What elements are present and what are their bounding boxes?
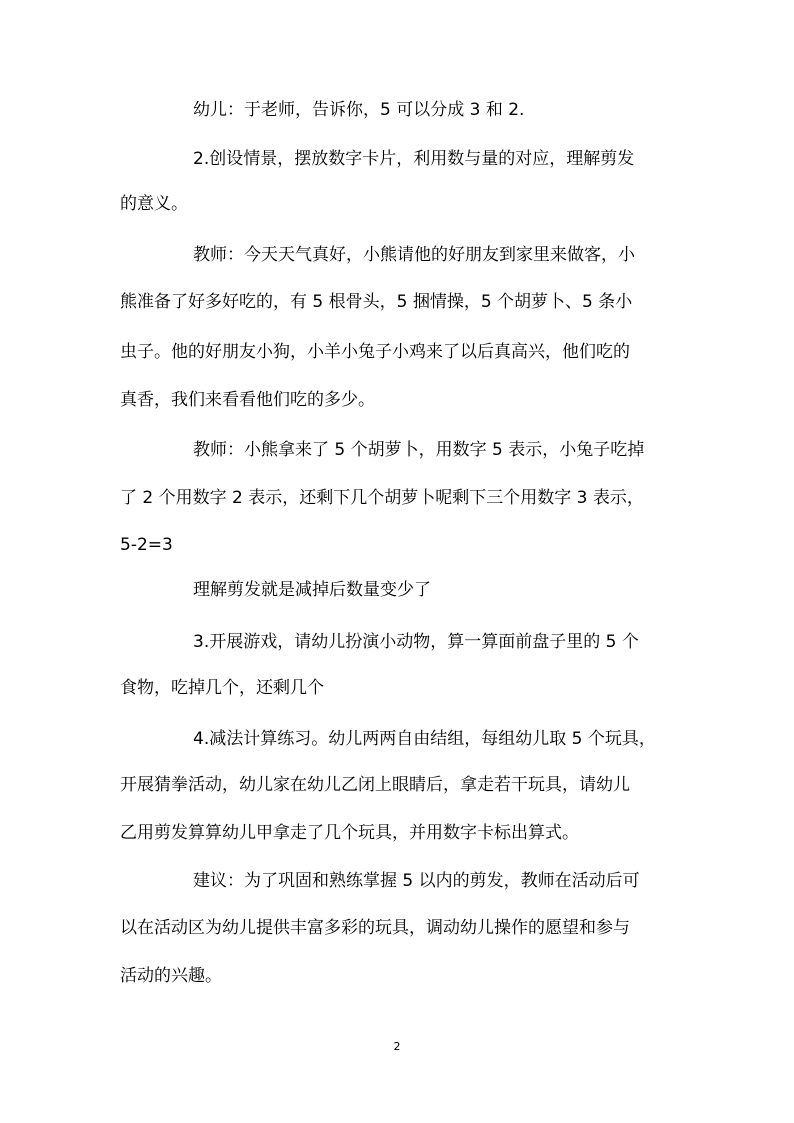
paragraph-line: 活动的兴趣。	[120, 966, 222, 986]
paragraph-line: 了 2 个用数字 2 表示，还剩下几个胡萝卜呢剩下三个用数字 3 表示，	[120, 488, 644, 508]
paragraph-line: 2.创设情景，摆放数字卡片，利用数与量的对应，理解剪发	[193, 149, 635, 169]
page-number: 2	[393, 1040, 401, 1053]
paragraph-line: 真香，我们来看看他们吃的多少。	[120, 390, 375, 410]
paragraph-line: 幼儿：于老师，告诉你，5 可以分成 3 和 2.	[193, 100, 525, 120]
paragraph-line: 开展猜拳活动，幼儿家在幼儿乙闭上眼睛后，拿走若干玩具，请幼儿	[120, 775, 630, 795]
paragraph-line: 虫子。他的好朋友小狗，小羊小兔子小鸡来了以后真高兴，他们吃的	[120, 342, 630, 362]
paragraph-line: 食物，吃掉几个，还剩几个	[120, 678, 324, 698]
paragraph-line: 的意义。	[120, 194, 188, 214]
paragraph-line: 乙用剪发算算幼儿甲拿走了几个玩具，并用数字卡标出算式。	[120, 823, 579, 843]
paragraph-line: 以在活动区为幼儿提供丰富多彩的玩具，调动幼儿操作的愿望和参与	[120, 918, 630, 938]
paragraph-line: 教师：小熊拿来了 5 个胡萝卜，用数字 5 表示，小兔子吃掉	[193, 440, 645, 460]
paragraph-line: 教师：今天天气真好，小熊请他的好朋友到家里来做客，小	[193, 245, 635, 265]
paragraph-line: 4.减法计算练习。幼儿两两自由结组，每组幼儿取 5 个玩具，	[193, 729, 656, 749]
paragraph-line: 理解剪发就是减掉后数量变少了	[193, 580, 431, 600]
paragraph-line: 5-2=3	[120, 535, 173, 555]
paragraph-line: 3.开展游戏，请幼儿扮演小动物，算一算面前盘子里的 5 个	[193, 632, 639, 652]
paragraph-line: 熊准备了好多好吃的，有 5 根骨头，5 捆情操，5 个胡萝卜、5 条小	[120, 292, 633, 312]
paragraph-line: 建议：为了巩固和熟练掌握 5 以内的剪发，教师在活动后可	[193, 871, 640, 891]
